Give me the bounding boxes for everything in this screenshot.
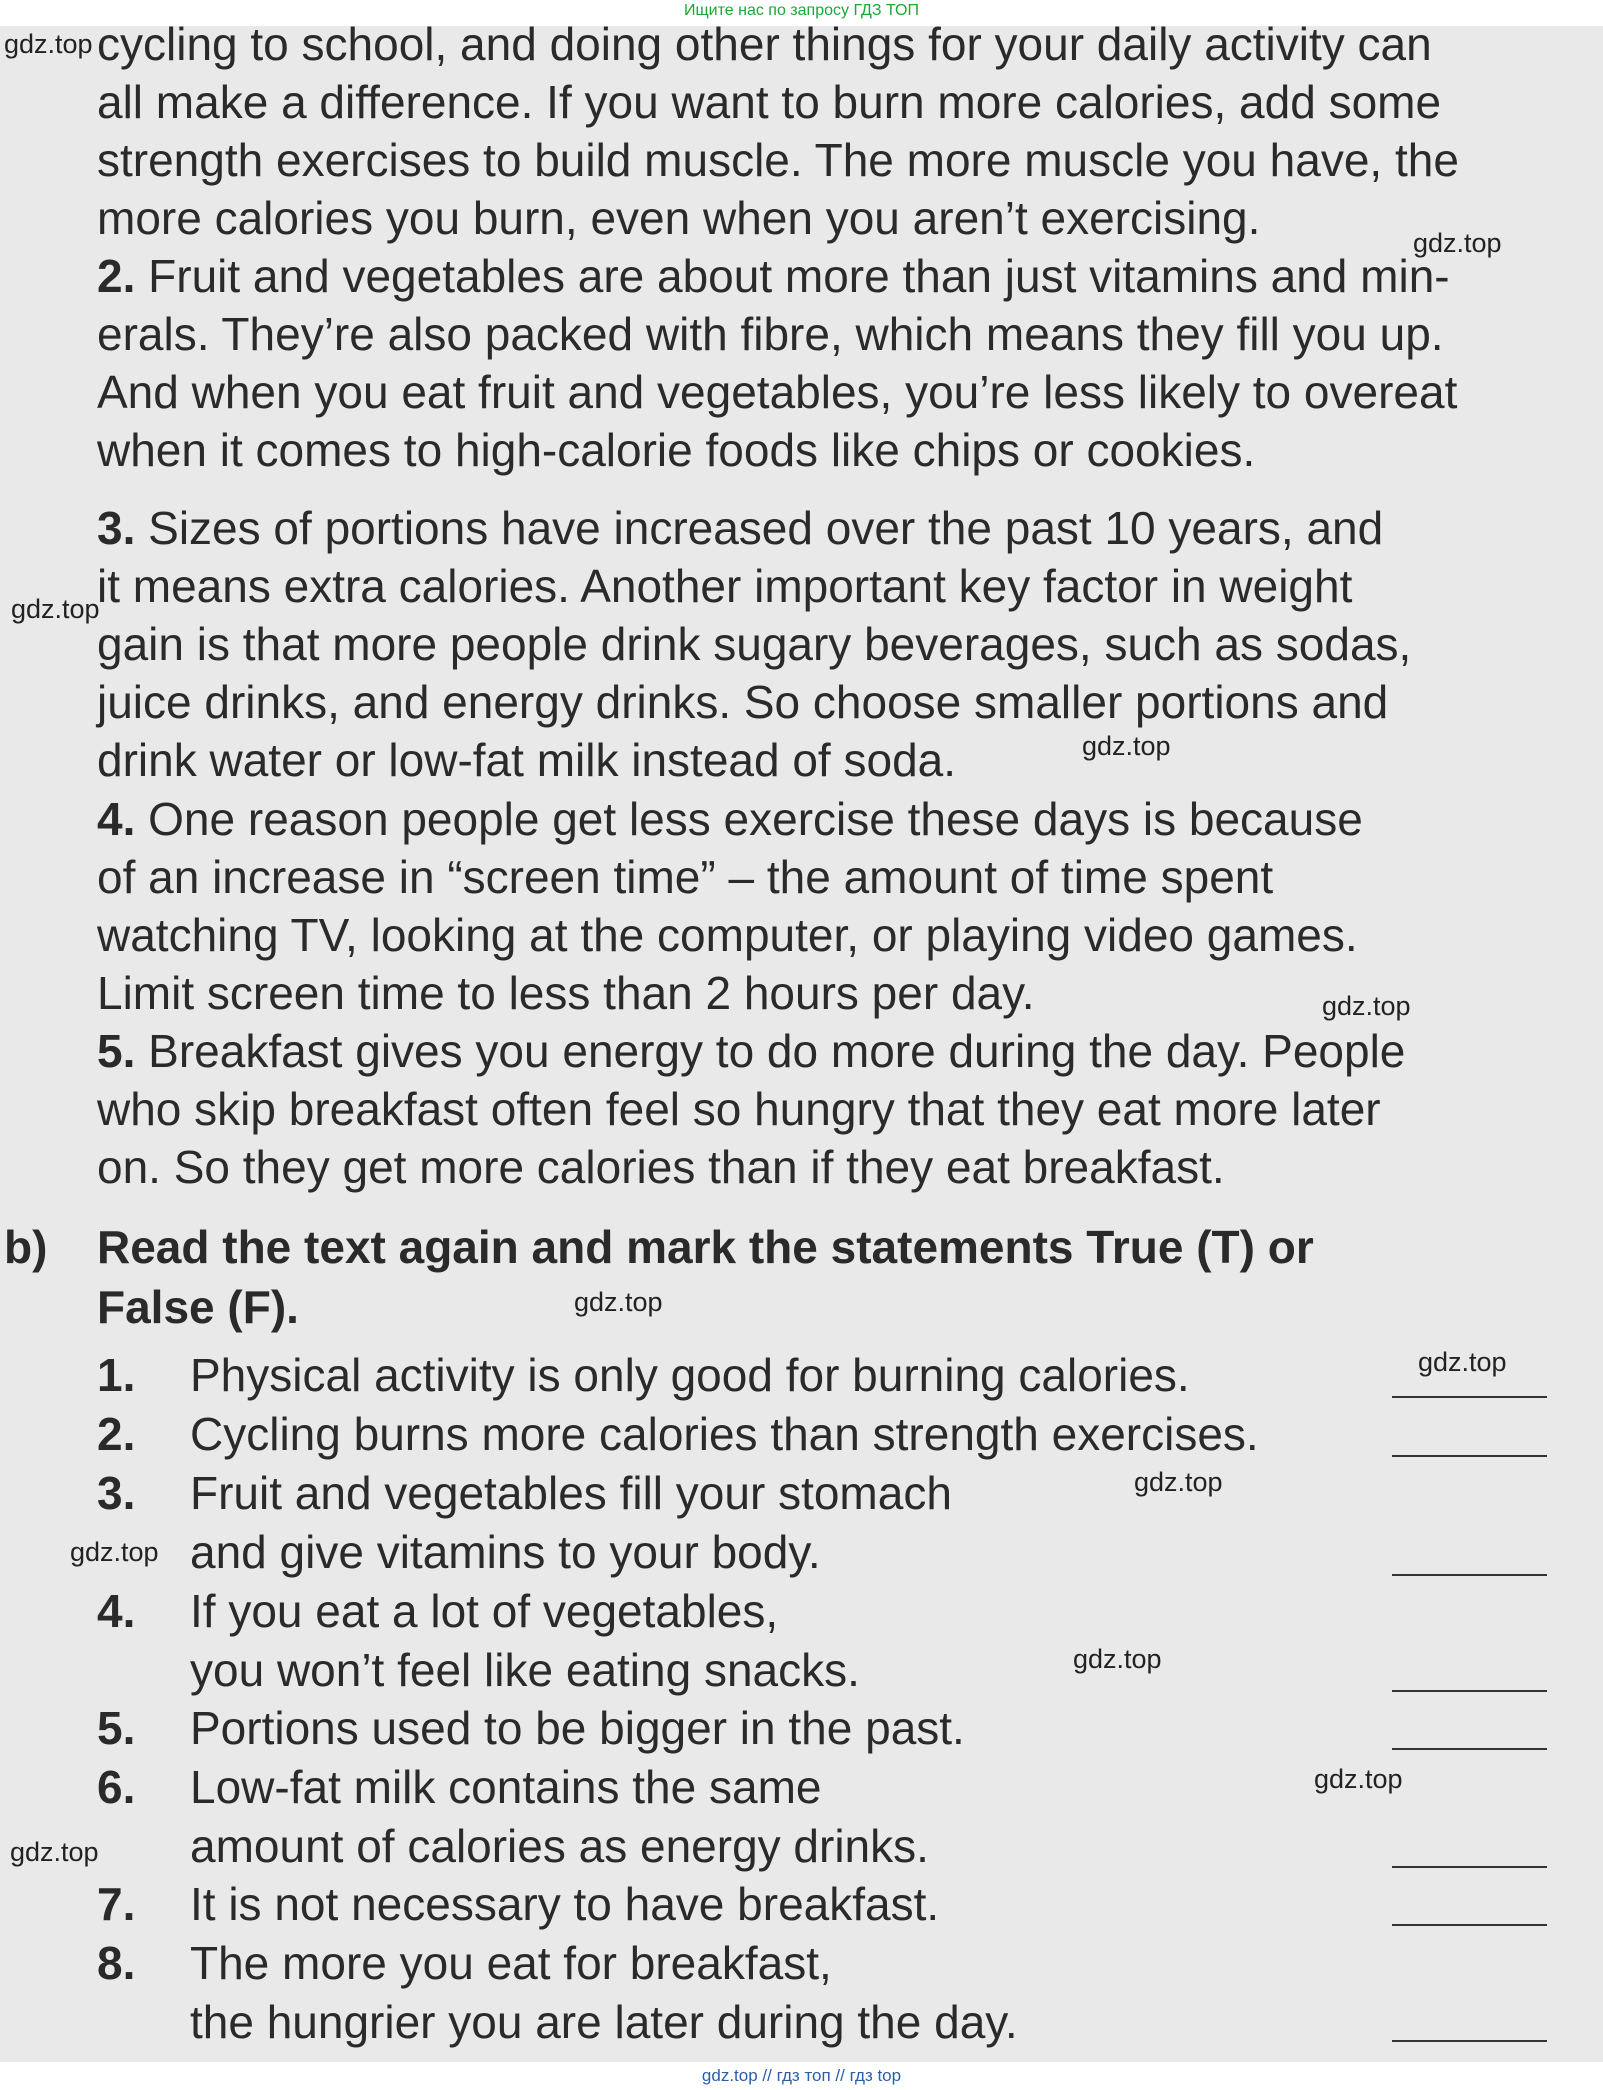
statement-text: you won’t feel like eating snacks. <box>190 1644 860 1696</box>
statement-text: The more you eat for breakfast, <box>190 1937 832 1989</box>
statement-number: 7. <box>97 1878 136 1930</box>
paragraph-line <box>97 790 1557 848</box>
statement-number: 2. <box>97 1408 136 1460</box>
text-line: on. So they get more calories than if they eat breakfast. <box>97 1141 1225 1193</box>
statement-text: the hungrier you are later during the day. <box>190 1996 1018 2048</box>
text-line: cycling to school, and doing other things for your daily activity can <box>97 18 1432 70</box>
watermark: gdz.top <box>1413 228 1502 258</box>
watermark: gdz.top <box>1134 1467 1223 1497</box>
top-banner: Ищите нас по запросу ГДЗ ТОП <box>0 0 1603 26</box>
statement-number: 1. <box>97 1349 136 1401</box>
text-line: Fruit and vegetables are about more than just vitamins and min- <box>148 250 1450 302</box>
text-line: strength exercises to build muscle. The more muscle you have, the <box>97 134 1459 186</box>
watermark: gdz.top <box>4 29 93 59</box>
watermark: gdz.top <box>1322 991 1411 1021</box>
text-line: erals. They’re also packed with fibre, which means they fill you up. <box>97 308 1444 360</box>
text-line: watching TV, looking at the computer, or playing video games. <box>97 909 1358 961</box>
paragraph-line <box>97 247 1557 305</box>
task-heading: False (F). <box>97 1281 299 1333</box>
statement-text: Cycling burns more calories than strength exercises. <box>190 1408 1259 1460</box>
answer-blank[interactable] <box>1392 1690 1547 1692</box>
statement-number: 6. <box>97 1761 136 1813</box>
watermark: gdz.top <box>70 1537 159 1567</box>
watermark: gdz.top <box>11 594 100 624</box>
task-heading: Read the text again and mark the statements True (T) or <box>97 1221 1314 1273</box>
statement-number: 8. <box>97 1937 136 1989</box>
watermark: gdz.top <box>1082 731 1171 761</box>
watermark: gdz.top <box>1314 1764 1403 1794</box>
statement-text: Physical activity is only good for burning calories. <box>190 1349 1190 1401</box>
text-line: when it comes to high-calorie foods like chips or cookies. <box>97 424 1256 476</box>
bottom-banner: gdz.top // гдз топ // гдз top <box>0 2062 1603 2090</box>
answer-blank[interactable] <box>1392 1748 1547 1750</box>
answer-blank[interactable] <box>1392 2040 1547 2042</box>
answer-blank[interactable] <box>1392 1574 1547 1576</box>
statement-number: 4. <box>97 1585 136 1637</box>
text-line: more calories you burn, even when you aren’t exercising. <box>97 192 1261 244</box>
text-line: who skip breakfast often feel so hungry that they eat more later <box>97 1083 1381 1135</box>
answer-blank[interactable] <box>1392 1396 1547 1398</box>
text-line: Limit screen time to less than 2 hours per day. <box>97 967 1035 1019</box>
paragraph-line <box>97 499 1557 557</box>
watermark: gdz.top <box>1073 1644 1162 1674</box>
text-line: gain is that more people drink sugary beverages, such as sodas, <box>97 618 1412 670</box>
statement-text: Portions used to be bigger in the past. <box>190 1702 965 1754</box>
task-label: b) <box>4 1221 48 1273</box>
statement-text: It is not necessary to have breakfast. <box>190 1878 940 1930</box>
answer-blank[interactable] <box>1392 1924 1547 1926</box>
text-line: it means extra calories. Another important key factor in weight <box>97 560 1353 612</box>
text-line: juice drinks, and energy drinks. So choose smaller portions and <box>97 676 1389 728</box>
statement-text: amount of calories as energy drinks. <box>190 1820 929 1872</box>
watermark: gdz.top <box>10 1837 99 1867</box>
paragraph-line <box>97 1022 1557 1080</box>
text-line: And when you eat fruit and vegetables, you’re less likely to overeat <box>97 366 1458 418</box>
watermark: gdz.top <box>574 1287 663 1317</box>
text-line: Breakfast gives you energy to do more during the day. People <box>148 1025 1406 1077</box>
statement-number: 5. <box>97 1702 136 1754</box>
text-line: of an increase in “screen time” – the amount of time spent <box>97 851 1274 903</box>
statement-text: Low-fat milk contains the same <box>190 1761 822 1813</box>
statement-text: Fruit and vegetables fill your stomach <box>190 1467 952 1519</box>
text-line: One reason people get less exercise these days is because <box>148 793 1363 845</box>
paragraph-number: 4. <box>97 793 136 845</box>
text-line: drink water or low-fat milk instead of soda. <box>97 734 957 786</box>
paragraph-number: 3. <box>97 502 136 554</box>
statement-number: 3. <box>97 1467 136 1519</box>
watermark: gdz.top <box>1418 1347 1507 1377</box>
statement-text: and give vitamins to your body. <box>190 1526 821 1578</box>
paragraph-number: 5. <box>97 1025 136 1077</box>
answer-blank[interactable] <box>1392 1455 1547 1457</box>
answer-blank[interactable] <box>1392 1866 1547 1868</box>
paragraph-number: 2. <box>97 250 136 302</box>
text-line: Sizes of portions have increased over the past 10 years, and <box>148 502 1384 554</box>
text-line: all make a difference. If you want to burn more calories, add some <box>97 76 1442 128</box>
statement-text: If you eat a lot of vegetables, <box>190 1585 779 1637</box>
